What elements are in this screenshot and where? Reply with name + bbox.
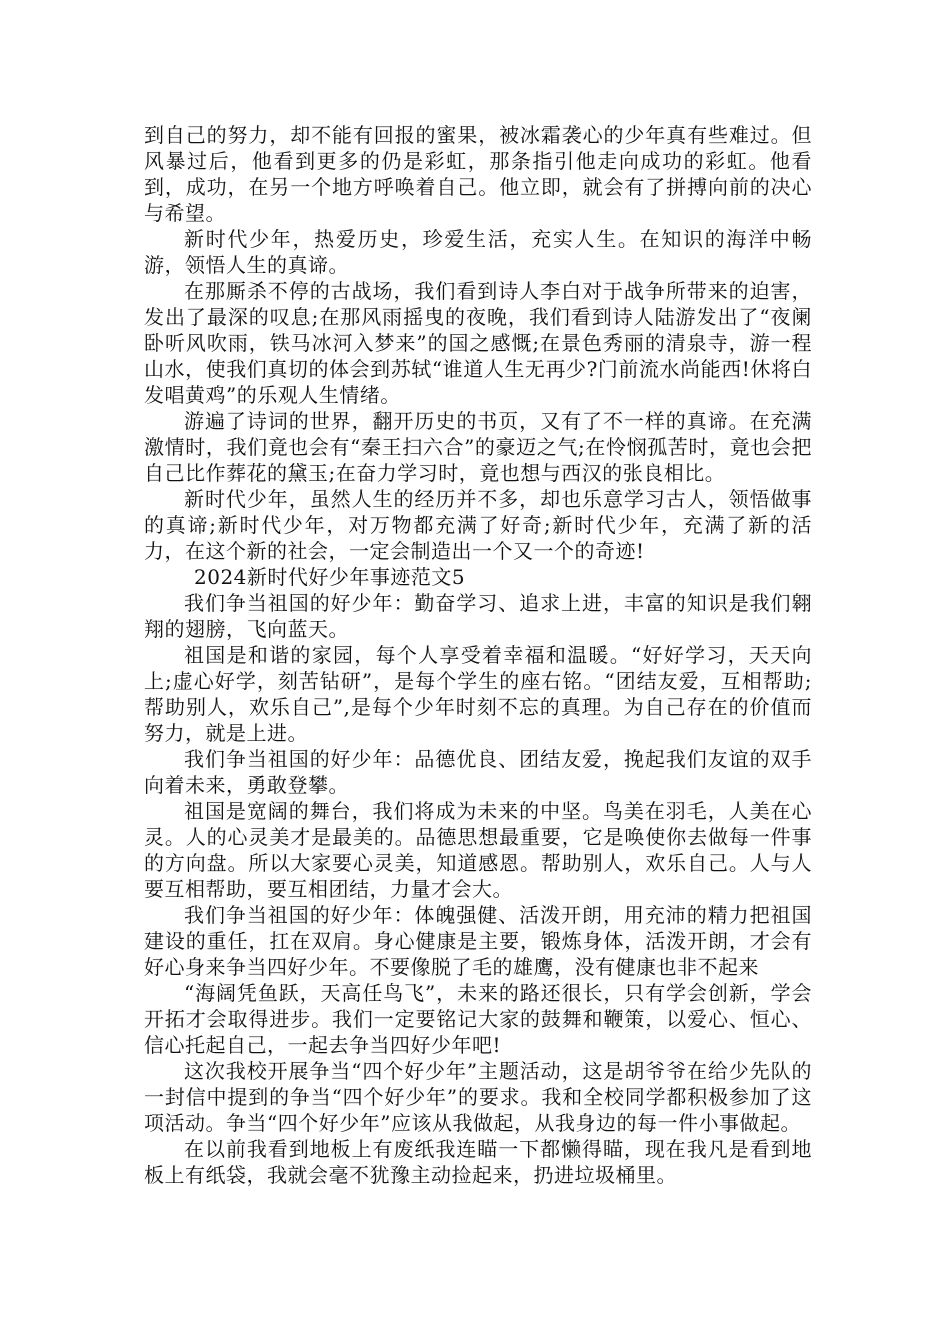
paragraph-2: 新时代少年，热爱历史，珍爱生活，充实人生。在知识的海洋中畅游，领悟人生的真谛。 [144,227,812,277]
document-page [144,122,812,1188]
paragraph-11: 我们争当祖国的好少年：体魄强健、活泼开朗，用充沛的精力把祖国建设的重任，扛在双肩。身心健康是主要，锻炼身体，活泼开朗，才会有好心身来争当四好少年。不要像脱了毛的雄鹰，没有健康也非不起来 [144,903,812,979]
paragraph-9: 我们争当祖国的好少年：品德优良、团结友爱，挽起我们友谊的双手向着未来，勇敢登攀。 [144,747,812,797]
paragraph-8: 祖国是和谐的家园，每个人享受着幸福和温暖。“好好学习，天天向上;虚心好学，刻苦钻研”，是每个学生的座右铭。“团结友爱，互相帮助;帮助别人，欢乐自己”,是每个少年时刻不忘的真理。为自己存在的价值而努力，就是上进。 [144,643,812,745]
paragraph-5: 新时代少年，虽然人生的经历并不多，却也乐意学习古人，领悟做事的真谛;新时代少年，对万物都充满了好奇;新时代少年，充满了新的活力，在这个新的社会，一定会制造出一个又一个的奇迹! [144,487,812,563]
paragraph-13: 这次我校开展争当“四个好少年”主题活动，这是胡爷爷在给少先队的一封信中提到的争当“四个好少年”的要求。我和全校同学都积极参加了这项活动。争当“四个好少年”应该从我做起，从我身边的每一件小事做起。 [144,1059,812,1135]
paragraph-3: 在那厮杀不停的古战场，我们看到诗人李白对于战争所带来的迫害，发出了最深的叹息;在那风雨摇曳的夜晚，我们看到诗人陆游发出了“夜阑卧听风吹雨，铁马冰河入梦来”的国之感慨;在景色秀丽的清泉寺，游一程山水，使我们真切的体会到苏轼“谁道人生无再少?门前流水尚能西!休将白发唱黄鸡”的乐观人生情绪。 [144,279,812,407]
paragraph-12: “海阔凭鱼跃，天高任鸟飞”，未来的路还很长，只有学会创新，学会开拓才会取得进步。我们一定要铭记大家的鼓舞和鞭策，以爱心、恒心、信心托起自己，一起去争当四好少年吧! [144,981,812,1057]
paragraph-7: 我们争当祖国的好少年：勤奋学习、追求上进，丰富的知识是我们翱翔的翅膀，飞向蓝天。 [144,591,812,641]
section-heading: 2024新时代好少年事迹范文5 [194,565,466,589]
paragraph-14: 在以前我看到地板上有废纸我连瞄一下都懒得瞄，现在我凡是看到地板上有纸袋，我就会毫不犹豫主动捡起来，扔进垃圾桶里。 [144,1137,812,1187]
paragraph-10: 祖国是宽阔的舞台，我们将成为未来的中坚。鸟美在羽毛，人美在心灵。人的心灵美才是最美的。品德思想最重要，它是唤使你去做每一件事的方向盘。所以大家要心灵美，知道感恩。帮助别人，欢乐自己。人与人要互相帮助，要互相团结，力量才会大。 [144,799,812,901]
paragraph-4: 游遍了诗词的世界，翻开历史的书页，又有了不一样的真谛。在充满激情时，我们竟也会有“秦王扫六合”的豪迈之气;在怜悯孤苦时，竟也会把自己比作葬花的黛玉;在奋力学习时，竟也想与西汉的张良相比。 [144,409,812,485]
paragraph-1: 到自己的努力，却不能有回报的蜜果，被冰霜袭心的少年真有些难过。但风暴过后，他看到更多的仍是彩虹，那条指引他走向成功的彩虹。他看到，成功，在另一个地方呼唤着自己。他立即，就会有了拼搏向前的决心与希望。 [144,123,812,225]
